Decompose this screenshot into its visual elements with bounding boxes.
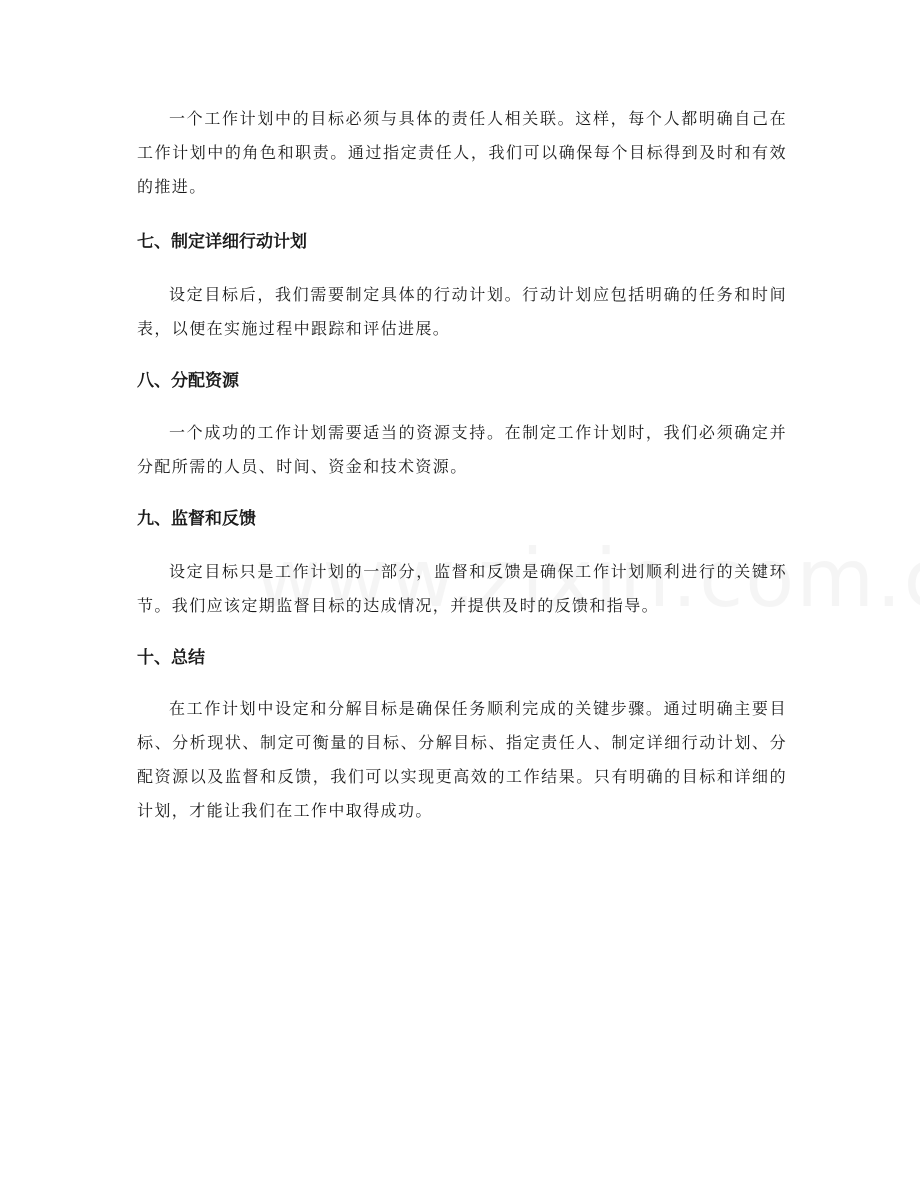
heading-allocate-resources: 八、分配资源 [137, 371, 239, 391]
heading-summary: 十、总结 [137, 648, 205, 668]
paragraph-allocate-resources: 一个成功的工作计划需要适当的资源支持。在制定工作计划时，我们必须确定并分配所需的人员、时间、资金和技术资源。 [137, 423, 787, 476]
paragraph-summary: 在工作计划中设定和分解目标是确保任务顺利完成的关键步骤。通过明确主要目标、分析现状、制定可衡量的目标、分解目标、指定责任人、制定详细行动计划、分配资源以及监督和反馈，我们可以实现更高效的工作结果。只有明确的目标和详细的计划，才能让我们在工作中取得成功。 [137, 699, 787, 820]
paragraph-responsible-person: 一个工作计划中的目标必须与具体的责任人相关联。这样，每个人都明确自己在工作计划中的角色和职责。通过指定责任人，我们可以确保每个目标得到及时和有效的推进。 [137, 109, 787, 196]
heading-action-plan: 七、制定详细行动计划 [137, 232, 307, 252]
paragraph-action-plan: 设定目标后，我们需要制定具体的行动计划。行动计划应包括明确的任务和时间表，以便在实施过程中跟踪和评估进展。 [137, 285, 787, 338]
heading-monitor-feedback: 九、监督和反馈 [137, 509, 256, 529]
paragraph-monitor-feedback: 设定目标只是工作计划的一部分，监督和反馈是确保工作计划顺利进行的关键环节。我们应该定期监督目标的达成情况，并提供及时的反馈和指导。 [137, 562, 787, 615]
